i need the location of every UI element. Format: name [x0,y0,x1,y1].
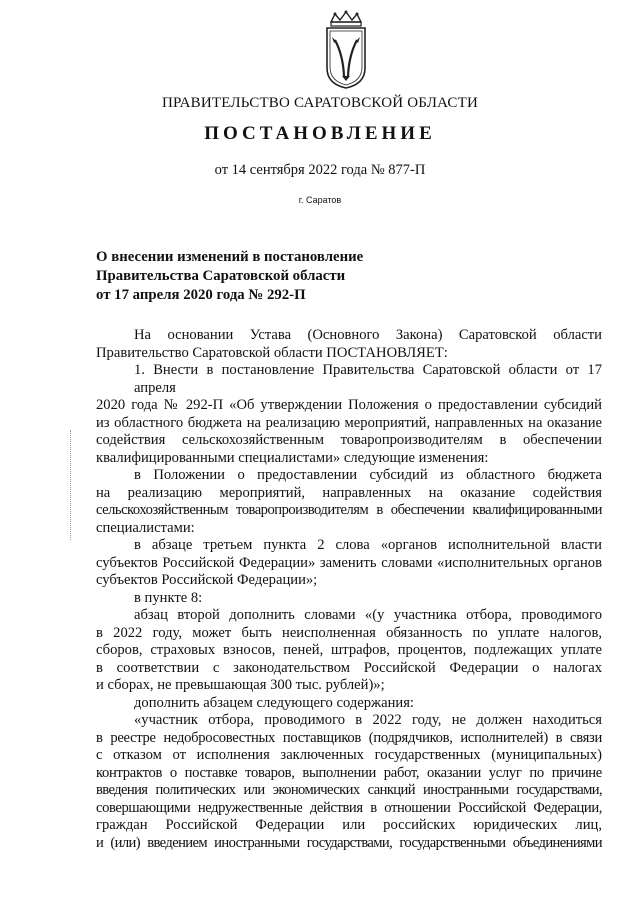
document-subject [96,248,476,305]
body-line: субъектов Российской Федерации» заменить словами «исполнительных органов [96,554,602,571]
organization-title: ПРАВИТЕЛЬСТВО САРАТОВСКОЙ ОБЛАСТИ [161,95,479,111]
body-line: квалифицированными специалистами» следующие изменения: [96,449,489,466]
body-line: в Положении о предоставлении субсидий из областного бюджета [134,467,602,483]
document-type: ПОСТАНОВЛЕНИЕ [204,123,436,144]
margin-mark [70,430,72,540]
body-line: в пункте 8: [134,589,203,606]
body-line: субъектов Российской Федерации»; [96,572,318,588]
body-line: содействия сельскохозяйственным товаропроизводителям в обеспечении [96,432,602,448]
subject-line: Правительства Саратовской области [96,268,346,284]
body-line: на реализацию мероприятий, направленных на оказание содействия [96,484,602,501]
document-date-number: от 14 сентября 2022 года № 877-П [214,162,426,178]
body-line: Правительство Саратовской области ПОСТАНОВЛЯЕТ: [96,344,448,361]
body-line: введения политических или экономических санкций иностранными государствами, [96,782,602,798]
body-line: сельскохозяйственным товаропроизводителям в обеспечении квалифицированными [96,502,602,518]
body-line: абзац второй дополнить словами «(у участника отбора, проводимого [134,607,602,623]
body-line: и сборах, не превышающая 300 тыс. рублей)»; [96,677,385,693]
body-line: дополнить абзацем следующего содержания: [134,694,414,711]
coat-of-arms-icon [321,10,371,90]
body-line: На основании Устава (Основного Закона) Саратовской области [134,327,602,343]
body-line: 2020 года № 292-П «Об утверждении Положения о предоставлении субсидий [96,397,602,413]
body-line: сборов, страховых взносов, пеней, штрафов, процентов, подлежащих уплате [96,642,602,658]
body-line: в 2022 году, может быть неисполненная обязанность по уплате налогов, [96,624,602,641]
body-line: граждан Российской Федерации или российских юридических лиц, [96,817,602,833]
document-city: г. Саратов [298,195,342,205]
body-line: из областного бюджета на реализацию мероприятий, направленных на оказание [96,414,602,431]
body-line: контрактов о поставке товаров, выполнении работ, оказании услуг по причине [96,764,602,781]
body-line: и (или) введением иностранными государствами, государственными объединениями [96,834,602,851]
body-line: 1. Внести в постановление Правительства Саратовской области от 17 апреля [134,362,602,396]
body-line: «участник отбора, проводимого в 2022 году, не должен находиться [134,712,602,728]
document-body [96,327,602,852]
body-line: в абзаце третьем пункта 2 слова «органов исполнительной власти [134,537,602,553]
subject-line: О внесении изменений в постановление [96,249,364,265]
body-line: с отказом от исполнения заключенных государственных (муниципальных) [96,747,602,763]
body-line: в соответствии с законодательством Российской Федерации о налогах [96,659,602,676]
body-line: специалистами: [96,519,195,536]
subject-line: от 17 апреля 2020 года № 292-П [96,287,306,303]
body-line: в реестре недобросовестных поставщиков (подрядчиков, исполнителей) в связи [96,729,602,746]
body-line: совершающими недружественные действия в отношении Российской Федерации, [96,799,602,816]
